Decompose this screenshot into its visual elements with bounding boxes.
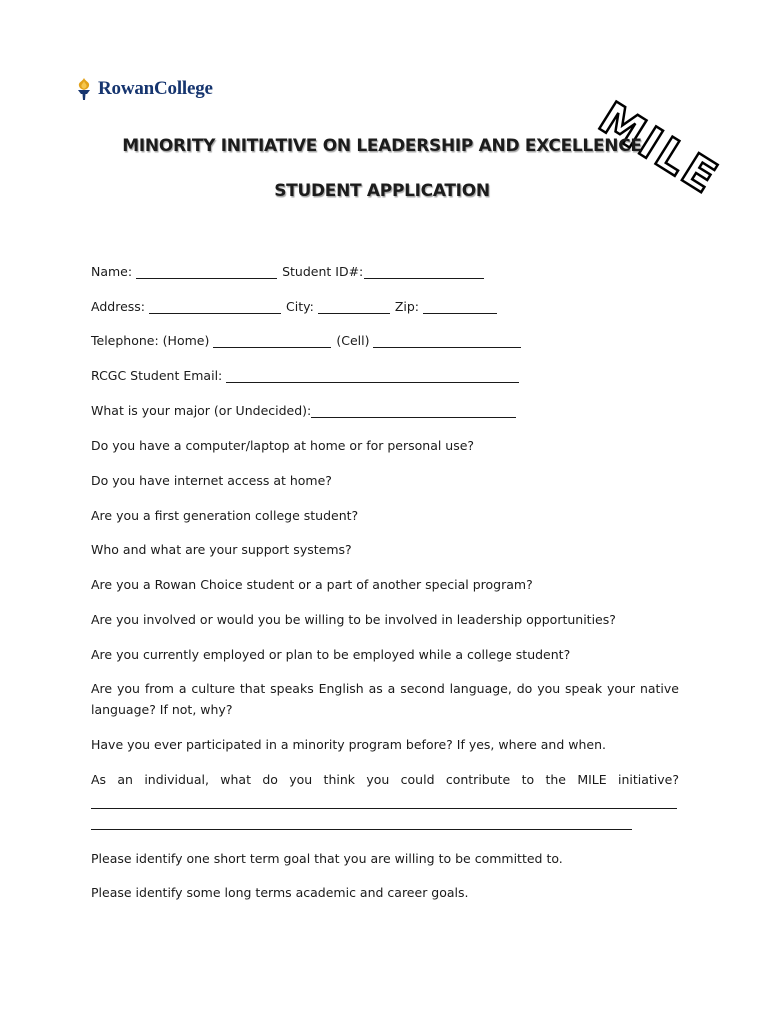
zip-label: Zip: [394,299,419,314]
question-minority-program: Have you ever participated in a minority program before? If yes, where and when. [91,737,606,752]
major-row [91,402,521,420]
question-language: Are you from a culture that speaks English as a second language, do you speak your native language? If not, why? [91,681,679,717]
email-row [91,367,524,385]
major-label: What is your major (or Undecided): [91,403,312,418]
logo-wordmark: RowanCollege [98,78,213,99]
question-rowan-choice: Are you a Rowan Choice student or a part of another special program? [91,577,533,592]
question-computer: Do you have a computer/laptop at home or for personal use? [91,438,475,453]
mile-stamp: MILE [590,92,728,205]
question-first-generation: Are you a first generation college student? [91,508,359,523]
name-label: Name: [91,264,133,279]
major-field[interactable] [311,404,516,418]
zip-field[interactable] [423,300,497,314]
college-logo [74,76,213,102]
address-row [91,298,502,316]
city-field[interactable] [318,300,390,314]
question-contribute: As an individual, what do you think you could contribute to the MILE initiative? [91,772,679,787]
city-label: City: [286,299,314,314]
question-leadership: Are you involved or would you be willing to be involved in leadership opportunities? [91,612,616,627]
address-field[interactable] [149,300,281,314]
page-subtitle: STUDENT APPLICATION [274,181,490,201]
contribute-answer-line-1[interactable] [91,808,677,809]
address-label: Address: [91,299,145,314]
question-support-systems: Who and what are your support systems? [91,542,352,557]
question-long-term-goals: Please identify some long terms academic and career goals. [91,885,469,900]
student-id-label: Student ID#: [282,264,364,279]
email-label: RCGC Student Email: [91,368,223,383]
question-internet: Do you have internet access at home? [91,473,332,488]
home-phone-field[interactable] [213,334,331,348]
student-id-field[interactable] [364,265,484,279]
cell-label: (Cell) [336,333,370,348]
telephone-row [91,332,526,350]
name-row [91,263,489,281]
torch-icon [74,77,94,101]
question-employment: Are you currently employed or plan to be employed while a college student? [91,647,571,662]
contribute-answer-line-2[interactable] [91,829,632,830]
question-short-term-goal: Please identify one short term goal that you are willing to be committed to. [91,851,563,866]
email-field[interactable] [226,369,519,383]
name-field[interactable] [136,265,277,279]
telephone-label: Telephone: (Home) [91,333,210,348]
cell-phone-field[interactable] [373,334,521,348]
page-title: MINORITY INITIATIVE ON LEADERSHIP AND EXCELLENCE [122,136,642,156]
